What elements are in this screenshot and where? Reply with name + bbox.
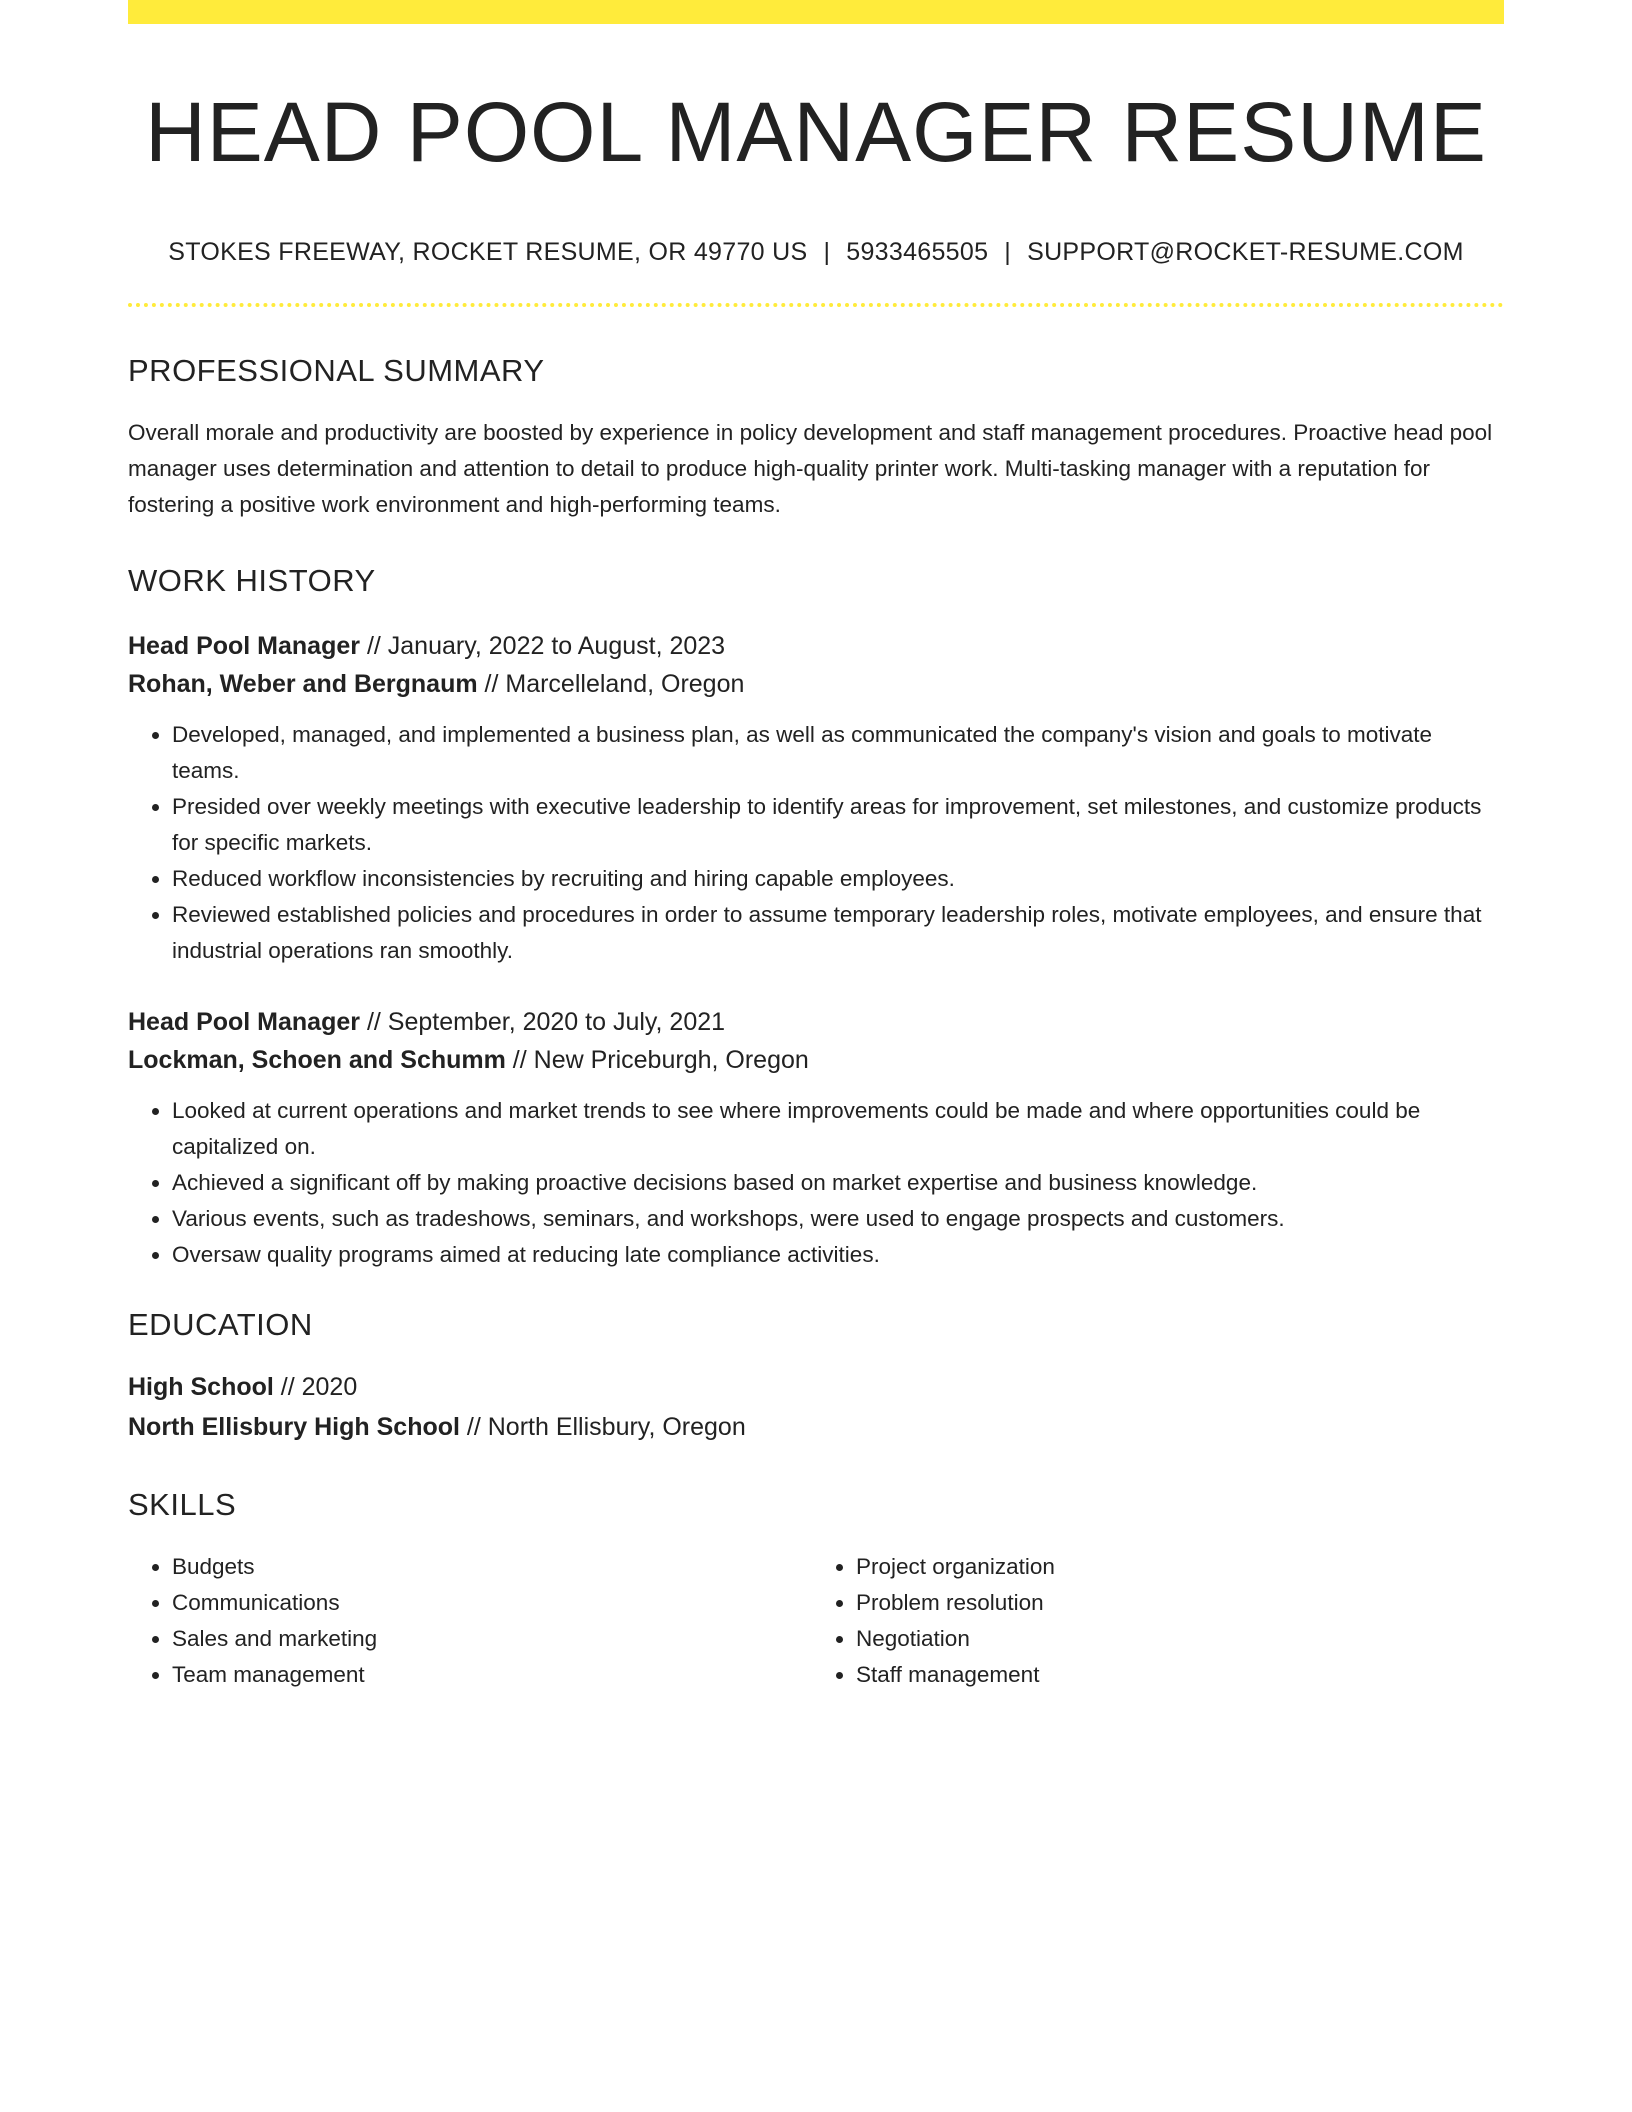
job-company: Rohan, Weber and Bergnaum bbox=[128, 670, 478, 699]
contact-separator: | bbox=[823, 238, 831, 267]
education-school: North Ellisbury High School bbox=[128, 1413, 460, 1442]
list-item: • Staff management bbox=[856, 1657, 1496, 1693]
job-entry bbox=[128, 1003, 1504, 1273]
education-entry bbox=[128, 1367, 1504, 1447]
list-item: • Various events, such as tradeshows, seminars, and workshops, were used to engage prospects and customers. bbox=[172, 1201, 1504, 1237]
list-item: • Reviewed established policies and procedures in order to assume temporary leadership roles, motivate employees, and ensure that industrial operations ran smoothly. bbox=[172, 897, 1504, 969]
skills-column-right bbox=[812, 1549, 1496, 1693]
job-title-line bbox=[128, 627, 1504, 665]
contact-separator: | bbox=[1004, 238, 1012, 267]
contact-address: STOKES FREEWAY, ROCKET RESUME, OR 49770 US bbox=[168, 238, 808, 267]
list-item: • Communications bbox=[172, 1585, 812, 1621]
education-degree-line bbox=[128, 1367, 1504, 1407]
resume-title: HEAD POOL MANAGER RESUME bbox=[145, 85, 1487, 179]
job-dates: // September, 2020 to July, 2021 bbox=[360, 1008, 726, 1037]
contact-line bbox=[128, 238, 1504, 267]
list-item: • Oversaw quality programs aimed at reducing late compliance activities. bbox=[172, 1237, 1504, 1273]
list-item: • Sales and marketing bbox=[172, 1621, 812, 1657]
list-item: • Project organization bbox=[856, 1549, 1496, 1585]
dotted-divider bbox=[128, 303, 1504, 307]
list-item: • Negotiation bbox=[856, 1621, 1496, 1657]
list-item: • Team management bbox=[172, 1657, 812, 1693]
job-location: // New Priceburgh, Oregon bbox=[505, 1046, 809, 1075]
job-bullets bbox=[128, 717, 1504, 969]
skills-column-left bbox=[128, 1549, 812, 1693]
education-school-line bbox=[128, 1407, 1504, 1447]
list-item: • Budgets bbox=[172, 1549, 812, 1585]
job-company: Lockman, Schoen and Schumm bbox=[128, 1046, 506, 1075]
contact-email: SUPPORT@ROCKET-RESUME.COM bbox=[1027, 238, 1464, 267]
resume-page bbox=[128, 0, 1504, 1693]
job-position: Head Pool Manager bbox=[128, 632, 360, 661]
section-title-skills: SKILLS bbox=[128, 1487, 237, 1523]
education-degree: High School bbox=[128, 1373, 274, 1402]
job-dates: // January, 2022 to August, 2023 bbox=[360, 632, 726, 661]
list-item: • Presided over weekly meetings with executive leadership to identify areas for improvement, set milestones, and customize products for specific markets. bbox=[172, 789, 1504, 861]
education-location: // North Ellisbury, Oregon bbox=[459, 1413, 746, 1442]
job-bullets bbox=[128, 1093, 1504, 1273]
list-item: • Reduced workflow inconsistencies by recruiting and hiring capable employees. bbox=[172, 861, 1504, 897]
job-title-line bbox=[128, 1003, 1504, 1041]
list-item: • Looked at current operations and market trends to see where improvements could be made and where opportunities could be capitalized on. bbox=[172, 1093, 1504, 1165]
job-company-line bbox=[128, 665, 1504, 703]
section-title-summary: PROFESSIONAL SUMMARY bbox=[128, 353, 545, 389]
section-title-education: EDUCATION bbox=[128, 1307, 313, 1343]
job-position: Head Pool Manager bbox=[128, 1008, 360, 1037]
skills-list bbox=[128, 1549, 1504, 1693]
top-accent-bar bbox=[128, 0, 1504, 24]
list-item: • Problem resolution bbox=[856, 1585, 1496, 1621]
contact-phone: 5933465505 bbox=[846, 238, 989, 267]
list-item: • Developed, managed, and implemented a business plan, as well as communicated the company's vision and goals to motivate teams. bbox=[172, 717, 1504, 789]
education-year: // 2020 bbox=[273, 1373, 358, 1402]
list-item: • Achieved a significant off by making proactive decisions based on market expertise and business knowledge. bbox=[172, 1165, 1504, 1201]
job-entry bbox=[128, 627, 1504, 969]
job-location: // Marcelleland, Oregon bbox=[477, 670, 745, 699]
job-company-line bbox=[128, 1041, 1504, 1079]
section-title-work-history: WORK HISTORY bbox=[128, 563, 376, 599]
summary-text: Overall morale and productivity are boosted by experience in policy development and staff management procedures. Proactive head pool manager uses determination and attention to detail to produce high-quality printer work. Multi-tasking manager with a reputation for fostering a positive work environment and high-performing teams. bbox=[128, 420, 1493, 518]
